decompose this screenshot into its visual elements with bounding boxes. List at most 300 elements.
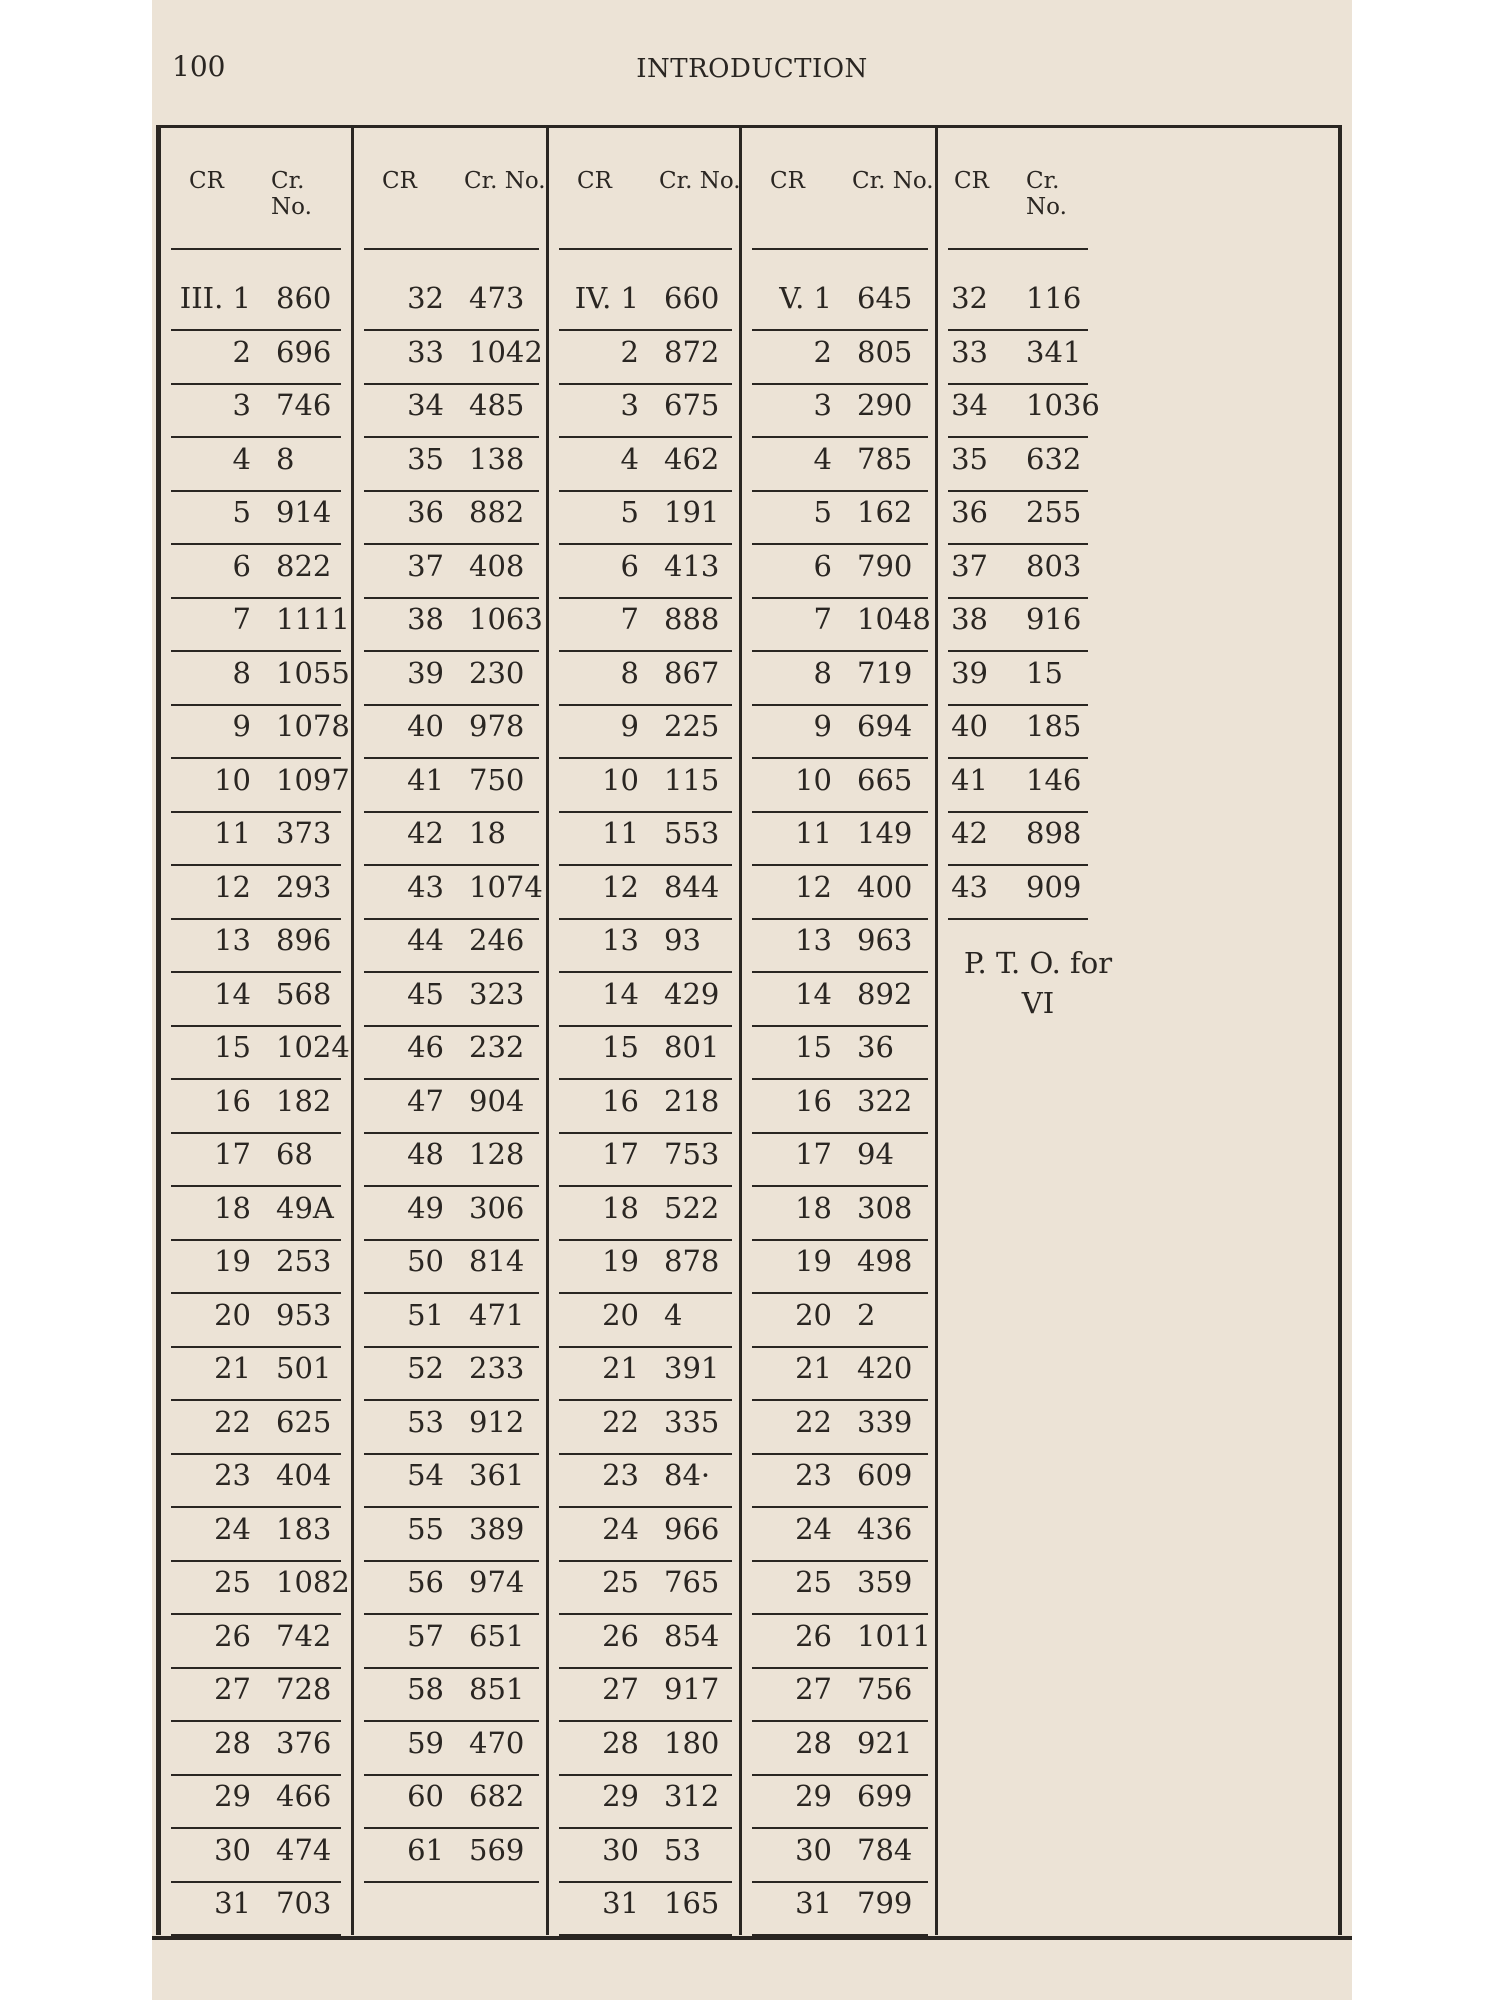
cr-cell: 5 [813,495,832,529]
cr-no-cell: 116 [1026,281,1082,315]
cr-cell: 22 [214,1404,251,1439]
table-row [549,1562,742,1615]
cr-cell: 23 [602,1458,639,1492]
table-row [549,492,742,545]
cr-cell: 10 [214,762,251,797]
cr-cell: 33 [407,334,444,369]
table-row [742,1616,938,1669]
cr-no-cell: 1063 [469,602,543,636]
table-row [742,599,938,652]
cr-cell: 46 [407,1030,444,1064]
cr-cell: 14 [795,976,832,1011]
cr-no-cell: 867 [664,655,720,690]
table-row [161,385,351,438]
cr-cell: 52 [407,1351,444,1385]
table-row [354,546,549,599]
cr-no-cell: 625 [276,1404,332,1439]
cr-cell: 53 [407,1404,444,1439]
table-row [549,867,742,920]
table-row [549,1723,742,1776]
cr-cell: 28 [795,1725,832,1760]
table-row [938,867,1098,920]
table-row [161,1081,351,1134]
cr-no-cell: 498 [857,1244,913,1278]
table-row [938,760,1098,813]
cr-cell: 16 [214,1083,251,1118]
table-row [354,1455,549,1508]
cr-cell: 33 [951,334,988,369]
cr-cell: 17 [602,1137,639,1171]
table-row [161,1188,351,1241]
table-row [161,653,351,706]
cr-cell: 3 [620,388,639,422]
cr-cell: 49 [407,1190,444,1225]
table-row [549,974,742,1027]
cr-no-cell: 470 [469,1725,525,1760]
cr-no-cell: 1082 [276,1565,350,1599]
header-rule [559,248,732,250]
table-row [742,974,938,1027]
table-row [938,706,1098,759]
table-row [742,278,938,331]
cr-cell: 44 [407,923,444,957]
cr-cell: 39 [407,655,444,690]
cr-cell: 2 [813,334,832,369]
table-row [742,1081,938,1134]
table-row [549,1669,742,1722]
table-row [938,546,1098,599]
cr-cell: 7 [813,602,832,636]
cr-cell: 27 [602,1672,639,1706]
table-row [161,920,351,973]
table-row [161,1830,351,1883]
cr-no-cell: 436 [857,1511,913,1546]
cr-cell: 15 [214,1030,251,1064]
table-row [161,1027,351,1080]
cr-no-cell: 312 [664,1779,720,1813]
table-row [354,1348,549,1401]
table-row [549,278,742,331]
cr-no-cell: 68 [276,1137,313,1171]
cr-cell: 7 [232,602,251,636]
cr-no-cell: 1078 [276,709,350,743]
table-row [742,1295,938,1348]
cr-cell: 21 [602,1351,639,1385]
cr-cell: 31 [602,1886,639,1920]
table-row [742,1669,938,1722]
table-row [161,1616,351,1669]
table-row [161,706,351,759]
table-row [742,706,938,759]
row-rule [364,1881,539,1883]
cr-cell: 58 [407,1672,444,1706]
cr-no-cell: 335 [664,1404,720,1439]
cr-no-cell: 632 [1026,441,1082,476]
cr-no-cell: 94 [857,1137,894,1171]
cr-no-cell: 420 [857,1351,913,1385]
cr-no-cell: 361 [469,1458,525,1492]
cr-no-cell: 568 [276,976,332,1011]
cr-cell: 16 [602,1083,639,1118]
table-row [161,1134,351,1187]
table-row [354,1134,549,1187]
table-row [354,385,549,438]
table-row [354,1295,549,1348]
cr-no-cell: 246 [469,923,525,957]
table-row [742,867,938,920]
cr-cell: 36 [951,495,988,529]
cr-cell: 6 [620,548,639,583]
page-number: 100 [172,50,226,83]
table-row [742,760,938,813]
table-column-2 [351,128,549,1935]
cr-cell: 23 [214,1458,251,1492]
cr-no-cell: 904 [469,1083,525,1118]
table-row [742,1402,938,1455]
cr-no-cell: 756 [857,1672,913,1706]
cr-cell: 35 [407,441,444,476]
cr-cell: 7 [620,602,639,636]
cr-no-cell: 854 [664,1618,720,1653]
table-row [354,1776,549,1829]
cr-cell: 35 [951,441,988,476]
cr-no-cell: 694 [857,709,913,743]
cr-cell: 6 [232,548,251,583]
cr-no-cell: 914 [276,495,332,529]
running-head: INTRODUCTION [636,54,868,84]
table-row [354,760,549,813]
cr-no-cell: 916 [1026,602,1082,636]
table-row [549,1616,742,1669]
cr-no-cell: 844 [664,869,720,904]
column-header-cr-no: Cr. No. [852,168,934,194]
table-row [549,1241,742,1294]
cr-no-cell: 49A [276,1190,334,1225]
table-row [161,439,351,492]
table-row [742,1188,938,1241]
table-column-4 [739,128,938,1935]
cr-no-cell: 404 [276,1458,332,1492]
table-row [549,813,742,866]
table-row [354,1723,549,1776]
cr-cell: 13 [602,923,639,957]
cr-cell: 5 [232,495,251,529]
table-bottom-rule [152,1936,1352,1940]
cr-no-cell: 146 [1026,762,1082,797]
cr-cell: 27 [795,1672,832,1706]
cr-no-cell: 255 [1026,495,1082,529]
cr-cell: 8 [620,655,639,690]
cr-cell: 29 [602,1779,639,1813]
table-row [161,813,351,866]
cr-cell: 27 [214,1672,251,1706]
table-row [161,546,351,599]
cr-no-cell: 218 [664,1083,720,1118]
cr-cell: 10 [602,762,639,797]
cr-cell: 26 [214,1618,251,1653]
cr-cell: 29 [214,1779,251,1813]
cr-cell: 6 [813,548,832,583]
cr-no-cell: 8 [276,441,295,476]
table-row [742,1830,938,1883]
cr-no-cell: 696 [276,334,332,369]
table-row [549,1027,742,1080]
cr-cell: 37 [951,548,988,583]
cr-no-cell: 746 [276,388,332,422]
cr-no-cell: 878 [664,1244,720,1278]
table-row [549,546,742,599]
table-column-5 [935,128,1113,1935]
book-page [152,0,1352,2000]
cr-cell: 20 [214,1297,251,1332]
column-header-cr-no: Cr. No. [464,168,546,194]
table-row [742,813,938,866]
table-row [161,1402,351,1455]
cr-no-cell: 36 [857,1030,894,1064]
cr-cell: 42 [407,816,444,850]
cr-no-cell: 822 [276,548,332,583]
cr-no-cell: 485 [469,388,525,422]
table-row [742,492,938,545]
table-row [161,1723,351,1776]
table-row [549,1348,742,1401]
cr-no-cell: 569 [469,1832,525,1867]
cr-no-cell: 232 [469,1030,525,1064]
cr-no-cell: 191 [664,495,720,529]
table-column-1 [161,128,351,1935]
cr-no-cell: 872 [664,334,720,369]
cr-cell: 34 [951,388,988,422]
table-row [549,385,742,438]
cr-cell: 42 [951,816,988,850]
cr-no-cell: 1024 [276,1030,350,1064]
cr-no-cell: 921 [857,1725,913,1760]
table-row [549,706,742,759]
cr-no-cell: 185 [1026,709,1082,743]
table-row [549,920,742,973]
cr-no-cell: 471 [469,1297,525,1332]
table-row [354,1081,549,1134]
cr-cell: 56 [407,1565,444,1599]
cr-no-cell: 53 [664,1832,701,1867]
table-row [549,599,742,652]
cr-no-cell: 522 [664,1190,720,1225]
cr-no-cell: 675 [664,388,720,422]
cr-cell: 57 [407,1618,444,1653]
table-row [354,706,549,759]
table-row [161,599,351,652]
cr-no-cell: 376 [276,1725,332,1760]
cr-no-cell: 974 [469,1565,525,1599]
table-row [549,653,742,706]
cr-cell: V. 1 [779,281,832,315]
column-header-cr: CR [382,168,417,194]
table-row [742,1562,938,1615]
column-header-cr: CR [189,168,224,194]
cr-cell: 60 [407,1779,444,1813]
cr-no-cell: 765 [664,1565,720,1599]
cr-no-cell: 801 [664,1030,720,1064]
cr-no-cell: 609 [857,1458,913,1492]
cr-cell: 26 [602,1618,639,1653]
table-row [161,1669,351,1722]
cr-cell: 15 [602,1030,639,1064]
table-row [549,1776,742,1829]
cr-cell: 11 [214,816,251,850]
table-row [742,439,938,492]
cr-cell: 24 [602,1511,639,1546]
cr-cell: 9 [813,709,832,743]
cr-no-cell: 474 [276,1832,332,1867]
table-row [549,1883,742,1936]
cr-no-cell: 966 [664,1511,720,1546]
column-header-cr-no: Cr. No. [1026,168,1067,220]
cr-no-cell: 2 [857,1297,876,1332]
cr-no-cell: 162 [857,495,913,529]
table-row [549,439,742,492]
column-header-cr: CR [770,168,805,194]
cr-cell: 20 [602,1297,639,1332]
cr-no-cell: 501 [276,1351,332,1385]
cr-no-cell: 978 [469,709,525,743]
cr-cell: 9 [620,709,639,743]
table-row [161,1509,351,1562]
table-row [742,1027,938,1080]
cr-cell: 4 [620,441,639,476]
header-rule [171,248,341,250]
table-row [549,1455,742,1508]
cr-cell: 17 [214,1137,251,1171]
cr-no-cell: 466 [276,1779,332,1813]
table-row [938,813,1098,866]
table-row [354,332,549,385]
table-row [742,332,938,385]
cr-cell: IV. 1 [574,281,639,315]
cr-cell: 19 [795,1244,832,1278]
header-rule [948,248,1088,250]
cr-cell: 39 [951,655,988,690]
cr-no-cell: 682 [469,1779,525,1813]
cr-no-cell: 790 [857,548,913,583]
cr-cell: 16 [795,1083,832,1118]
cr-no-cell: 293 [276,869,332,904]
cr-no-cell: 784 [857,1832,913,1867]
table-row [354,1830,549,1883]
table-row [161,974,351,1027]
cr-cell: 8 [232,655,251,690]
table-row [938,332,1098,385]
cr-cell: 48 [407,1137,444,1171]
table-row [354,1509,549,1562]
cr-cell: 15 [795,1030,832,1064]
table-row [938,385,1098,438]
cr-cell: 25 [795,1565,832,1599]
cr-no-cell: 149 [857,816,913,850]
cr-cell: 20 [795,1297,832,1332]
table-row [161,492,351,545]
table-row [549,1081,742,1134]
cr-no-cell: 742 [276,1618,332,1653]
cr-cell: 40 [951,709,988,743]
cr-cell: 51 [407,1297,444,1332]
table-row [354,1669,549,1722]
header-rule [752,248,928,250]
cr-cell: 12 [795,869,832,904]
table-row [354,439,549,492]
cr-no-cell: 1036 [1026,388,1100,422]
cr-cell: 31 [214,1886,251,1920]
cr-no-cell: 4 [664,1297,683,1332]
cr-cell: 19 [214,1244,251,1278]
cr-no-cell: 892 [857,976,913,1011]
cr-no-cell: 230 [469,655,525,690]
cr-cell: 11 [602,816,639,850]
cr-no-cell: 308 [857,1190,913,1225]
cr-no-cell: 413 [664,548,720,583]
table-row [354,278,549,331]
cr-no-cell: 660 [664,281,720,315]
column-header-cr-no: Cr. No. [659,168,741,194]
cr-cell: 2 [232,334,251,369]
cr-cell: 18 [214,1190,251,1225]
cr-cell: 37 [407,548,444,583]
cr-cell: 21 [214,1351,251,1385]
cr-cell: 3 [232,388,251,422]
table-row [742,920,938,973]
cr-no-cell: 719 [857,655,913,690]
table-row [354,653,549,706]
cr-no-cell: 805 [857,334,913,369]
table-row [549,1509,742,1562]
cr-no-cell: 183 [276,1511,332,1546]
cr-no-cell: 1011 [857,1618,931,1653]
table-row [354,1402,549,1455]
cr-no-cell: 799 [857,1886,913,1920]
cr-cell: 13 [214,923,251,957]
cr-cell: 41 [407,762,444,797]
cr-cell: 22 [602,1404,639,1439]
cr-no-cell: 651 [469,1618,525,1653]
header-rule [364,248,539,250]
cr-cell: 30 [214,1832,251,1867]
cr-cell: 19 [602,1244,639,1278]
row-rule [948,918,1088,920]
cr-cell: 24 [214,1511,251,1546]
cr-cell: 36 [407,495,444,529]
cr-cell: 12 [214,869,251,904]
cr-cell: 38 [407,602,444,636]
column-header-cr: CR [954,168,989,194]
cr-cell: 54 [407,1458,444,1492]
cr-no-cell: 553 [664,816,720,850]
cr-cell: 30 [602,1832,639,1867]
table-row [549,760,742,813]
table-row [161,332,351,385]
table-row [354,813,549,866]
table-row [742,1348,938,1401]
cr-cell: 32 [951,281,988,315]
cr-no-cell: 462 [664,441,720,476]
cr-cell: 12 [602,869,639,904]
table-row [354,1188,549,1241]
table-row [549,1134,742,1187]
cr-no-cell: 898 [1026,816,1082,850]
cr-no-cell: 138 [469,441,525,476]
cross-reference-table [156,125,1342,1935]
cr-no-cell: 645 [857,281,913,315]
cr-cell: 28 [214,1725,251,1760]
cr-cell: 30 [795,1832,832,1867]
